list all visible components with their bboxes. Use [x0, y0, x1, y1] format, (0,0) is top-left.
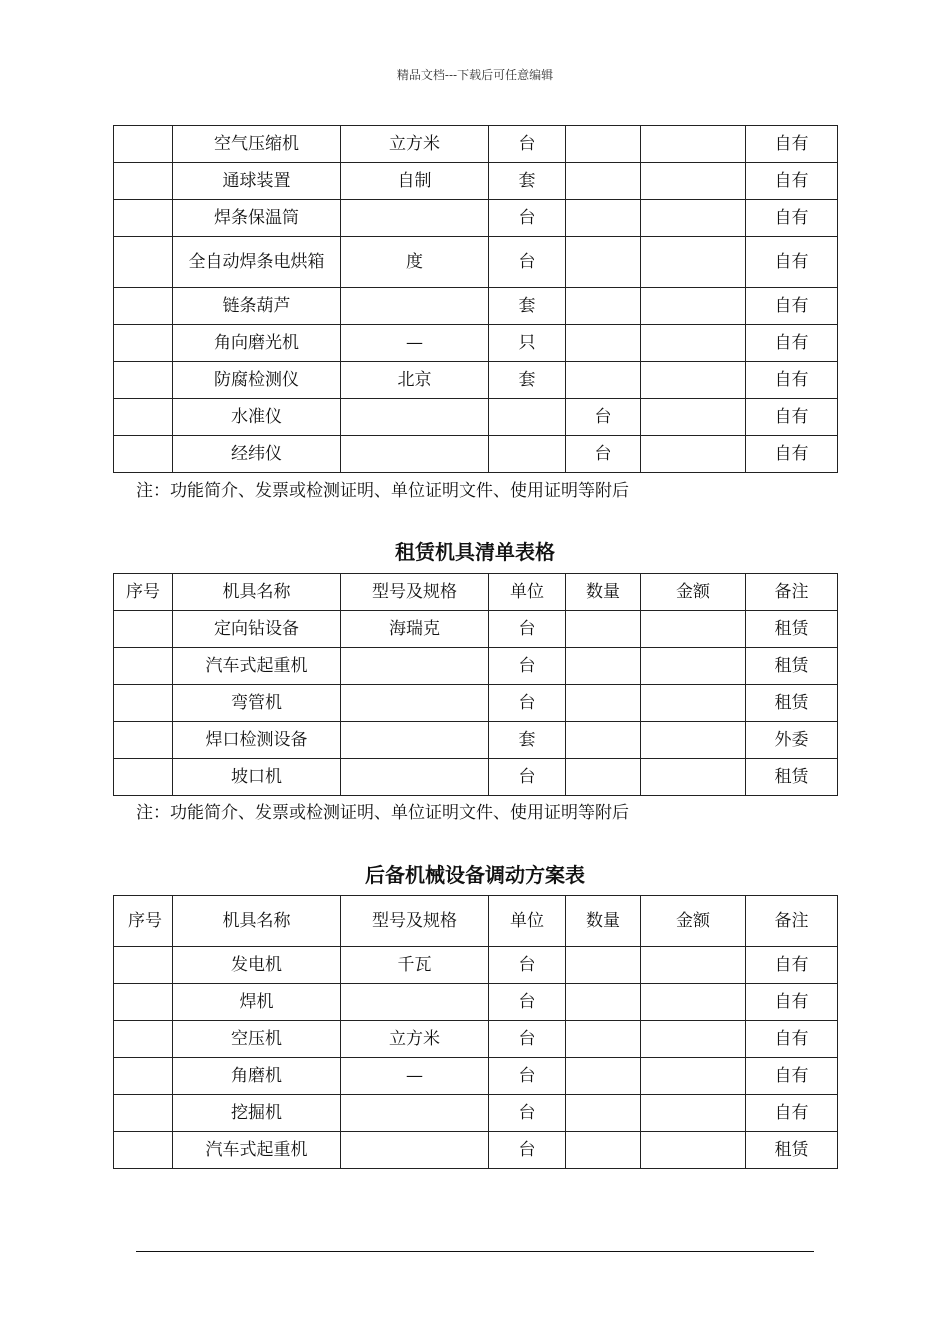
table-row	[114, 325, 838, 362]
cell-name: 定向钻设备	[173, 611, 341, 648]
cell-model	[341, 759, 489, 796]
header-cell-remark: 备注	[746, 574, 838, 611]
cell-seq	[114, 611, 173, 648]
table-header-row	[114, 574, 838, 611]
table-row	[114, 1132, 838, 1169]
cell-amount	[641, 1058, 746, 1095]
cell-remark: 自有	[746, 1021, 838, 1058]
cell-model: 度	[341, 237, 489, 288]
cell-qty	[566, 325, 641, 362]
table-row	[114, 685, 838, 722]
cell-name: 链条葫芦	[173, 288, 341, 325]
header-cell-amount: 金额	[641, 574, 746, 611]
cell-remark: 自有	[746, 1095, 838, 1132]
cell-qty	[566, 1095, 641, 1132]
cell-model: —	[341, 325, 489, 362]
table-row	[114, 984, 838, 1021]
cell-qty	[566, 1058, 641, 1095]
header-cell-qty: 数量	[566, 896, 641, 947]
cell-amount	[641, 722, 746, 759]
cell-unit: 台	[489, 685, 566, 722]
cell-remark: 自有	[746, 1058, 838, 1095]
cell-unit: 台	[489, 1132, 566, 1169]
cell-seq	[114, 759, 173, 796]
cell-qty	[566, 984, 641, 1021]
table-row	[114, 759, 838, 796]
header-cell-seq: 序号	[114, 574, 173, 611]
table-row	[114, 362, 838, 399]
cell-amount	[641, 399, 746, 436]
cell-qty	[566, 722, 641, 759]
cell-model	[341, 685, 489, 722]
cell-name: 全自动焊条电烘箱	[173, 237, 341, 288]
cell-model	[341, 648, 489, 685]
cell-model	[341, 722, 489, 759]
cell-unit: 台	[489, 611, 566, 648]
cell-seq	[114, 1058, 173, 1095]
cell-remark: 自有	[746, 237, 838, 288]
table-row	[114, 722, 838, 759]
cell-qty	[566, 759, 641, 796]
cell-seq	[114, 237, 173, 288]
cell-unit: 只	[489, 325, 566, 362]
cell-unit: 套	[489, 722, 566, 759]
cell-name: 焊条保温筒	[173, 200, 341, 237]
cell-seq	[114, 648, 173, 685]
cell-seq	[114, 984, 173, 1021]
backup-table-title: 后备机械设备调动方案表	[365, 863, 585, 887]
cell-remark: 自有	[746, 947, 838, 984]
cell-seq	[114, 685, 173, 722]
table-row	[114, 288, 838, 325]
cell-remark: 自有	[746, 436, 838, 473]
cell-remark: 自有	[746, 126, 838, 163]
cell-unit: 台	[489, 648, 566, 685]
cell-model	[341, 984, 489, 1021]
page-header: 精品文档---下载后可任意编辑	[396, 68, 554, 82]
cell-model	[341, 1132, 489, 1169]
cell-unit	[489, 399, 566, 436]
cell-amount	[641, 288, 746, 325]
cell-amount	[641, 984, 746, 1021]
cell-amount	[641, 163, 746, 200]
cell-amount	[641, 1021, 746, 1058]
header-cell-model: 型号及规格	[341, 574, 489, 611]
cell-unit: 台	[489, 947, 566, 984]
cell-unit: 台	[489, 1021, 566, 1058]
cell-unit: 台	[489, 1095, 566, 1132]
cell-unit: 台	[489, 126, 566, 163]
cell-model	[341, 436, 489, 473]
cell-unit: 台	[489, 984, 566, 1021]
cell-amount	[641, 200, 746, 237]
table-row	[114, 611, 838, 648]
cell-seq	[114, 126, 173, 163]
cell-amount	[641, 685, 746, 722]
cell-qty	[566, 126, 641, 163]
cell-name: 经纬仪	[173, 436, 341, 473]
cell-remark: 租赁	[746, 685, 838, 722]
table-row	[114, 237, 838, 288]
cell-remark: 租赁	[746, 611, 838, 648]
cell-remark: 租赁	[746, 648, 838, 685]
cell-seq	[114, 1021, 173, 1058]
cell-remark: 租赁	[746, 759, 838, 796]
cell-unit: 套	[489, 288, 566, 325]
header-cell-remark: 备注	[746, 896, 838, 947]
cell-name: 弯管机	[173, 685, 341, 722]
cell-name: 坡口机	[173, 759, 341, 796]
cell-amount	[641, 362, 746, 399]
table-row	[114, 1021, 838, 1058]
cell-remark: 外委	[746, 722, 838, 759]
cell-name: 挖掘机	[173, 1095, 341, 1132]
cell-name: 防腐检测仪	[173, 362, 341, 399]
cell-amount	[641, 648, 746, 685]
cell-qty	[566, 1021, 641, 1058]
cell-seq	[114, 163, 173, 200]
cell-unit	[489, 436, 566, 473]
cell-name: 汽车式起重机	[173, 1132, 341, 1169]
footer-divider	[136, 1251, 814, 1252]
cell-model: 千瓦	[341, 947, 489, 984]
cell-qty	[566, 685, 641, 722]
table-row	[114, 1058, 838, 1095]
header-cell-name: 机具名称	[173, 574, 341, 611]
cell-name: 发电机	[173, 947, 341, 984]
cell-name: 角向磨光机	[173, 325, 341, 362]
cell-model	[341, 1095, 489, 1132]
table1-note: 注：功能简介、发票或检测证明、单位证明文件、使用证明等附后	[136, 481, 629, 501]
table-row	[114, 200, 838, 237]
header-cell-unit: 单位	[489, 574, 566, 611]
cell-model: 海瑞克	[341, 611, 489, 648]
cell-remark: 自有	[746, 163, 838, 200]
cell-qty	[566, 163, 641, 200]
table2-note: 注：功能简介、发票或检测证明、单位证明文件、使用证明等附后	[136, 803, 629, 823]
backup-equipment-table	[113, 895, 838, 1169]
table-row	[114, 1095, 838, 1132]
cell-name: 角磨机	[173, 1058, 341, 1095]
cell-unit: 套	[489, 163, 566, 200]
cell-amount	[641, 325, 746, 362]
cell-qty	[566, 947, 641, 984]
cell-seq	[114, 436, 173, 473]
table-row	[114, 436, 838, 473]
own-equipment-table	[113, 125, 838, 473]
cell-amount	[641, 1132, 746, 1169]
cell-amount	[641, 126, 746, 163]
cell-qty	[566, 237, 641, 288]
cell-unit: 套	[489, 362, 566, 399]
header-cell-model: 型号及规格	[341, 896, 489, 947]
cell-qty	[566, 1132, 641, 1169]
header-cell-amount: 金额	[641, 896, 746, 947]
table-header-row	[114, 896, 838, 947]
cell-remark: 自有	[746, 399, 838, 436]
cell-name: 空压机	[173, 1021, 341, 1058]
header-cell-name: 机具名称	[173, 896, 341, 947]
cell-seq	[114, 947, 173, 984]
cell-seq	[114, 722, 173, 759]
cell-qty	[566, 362, 641, 399]
cell-model: —	[341, 1058, 489, 1095]
cell-model: 自制	[341, 163, 489, 200]
table-row	[114, 126, 838, 163]
cell-seq	[114, 1095, 173, 1132]
cell-seq	[114, 362, 173, 399]
cell-model: 立方米	[341, 126, 489, 163]
cell-seq	[114, 325, 173, 362]
rental-equipment-table	[113, 573, 838, 796]
cell-model: 北京	[341, 362, 489, 399]
cell-qty	[566, 288, 641, 325]
cell-remark: 自有	[746, 288, 838, 325]
header-cell-qty: 数量	[566, 574, 641, 611]
table-row	[114, 648, 838, 685]
cell-amount	[641, 436, 746, 473]
header-cell-seq: 序号	[114, 896, 173, 947]
cell-seq	[114, 200, 173, 237]
header-cell-unit: 单位	[489, 896, 566, 947]
cell-name: 焊机	[173, 984, 341, 1021]
cell-amount	[641, 1095, 746, 1132]
cell-unit: 台	[489, 200, 566, 237]
cell-amount	[641, 611, 746, 648]
cell-seq	[114, 288, 173, 325]
cell-name: 通球装置	[173, 163, 341, 200]
cell-seq	[114, 399, 173, 436]
table-row	[114, 399, 838, 436]
cell-model	[341, 399, 489, 436]
cell-unit: 台	[489, 759, 566, 796]
cell-qty	[566, 200, 641, 237]
cell-unit: 台	[489, 237, 566, 288]
cell-model	[341, 200, 489, 237]
cell-qty: 台	[566, 399, 641, 436]
cell-remark: 自有	[746, 200, 838, 237]
cell-model: 立方米	[341, 1021, 489, 1058]
cell-remark: 自有	[746, 325, 838, 362]
cell-name: 空气压缩机	[173, 126, 341, 163]
cell-remark: 租赁	[746, 1132, 838, 1169]
cell-amount	[641, 947, 746, 984]
cell-unit: 台	[489, 1058, 566, 1095]
cell-model	[341, 288, 489, 325]
rental-table-title: 租赁机具清单表格	[395, 540, 555, 564]
cell-name: 汽车式起重机	[173, 648, 341, 685]
cell-name: 焊口检测设备	[173, 722, 341, 759]
cell-remark: 自有	[746, 362, 838, 399]
cell-qty: 台	[566, 436, 641, 473]
cell-seq	[114, 1132, 173, 1169]
cell-qty	[566, 648, 641, 685]
cell-qty	[566, 611, 641, 648]
cell-amount	[641, 237, 746, 288]
table-row	[114, 947, 838, 984]
cell-name: 水准仪	[173, 399, 341, 436]
cell-amount	[641, 759, 746, 796]
table-row	[114, 163, 838, 200]
cell-remark: 自有	[746, 984, 838, 1021]
